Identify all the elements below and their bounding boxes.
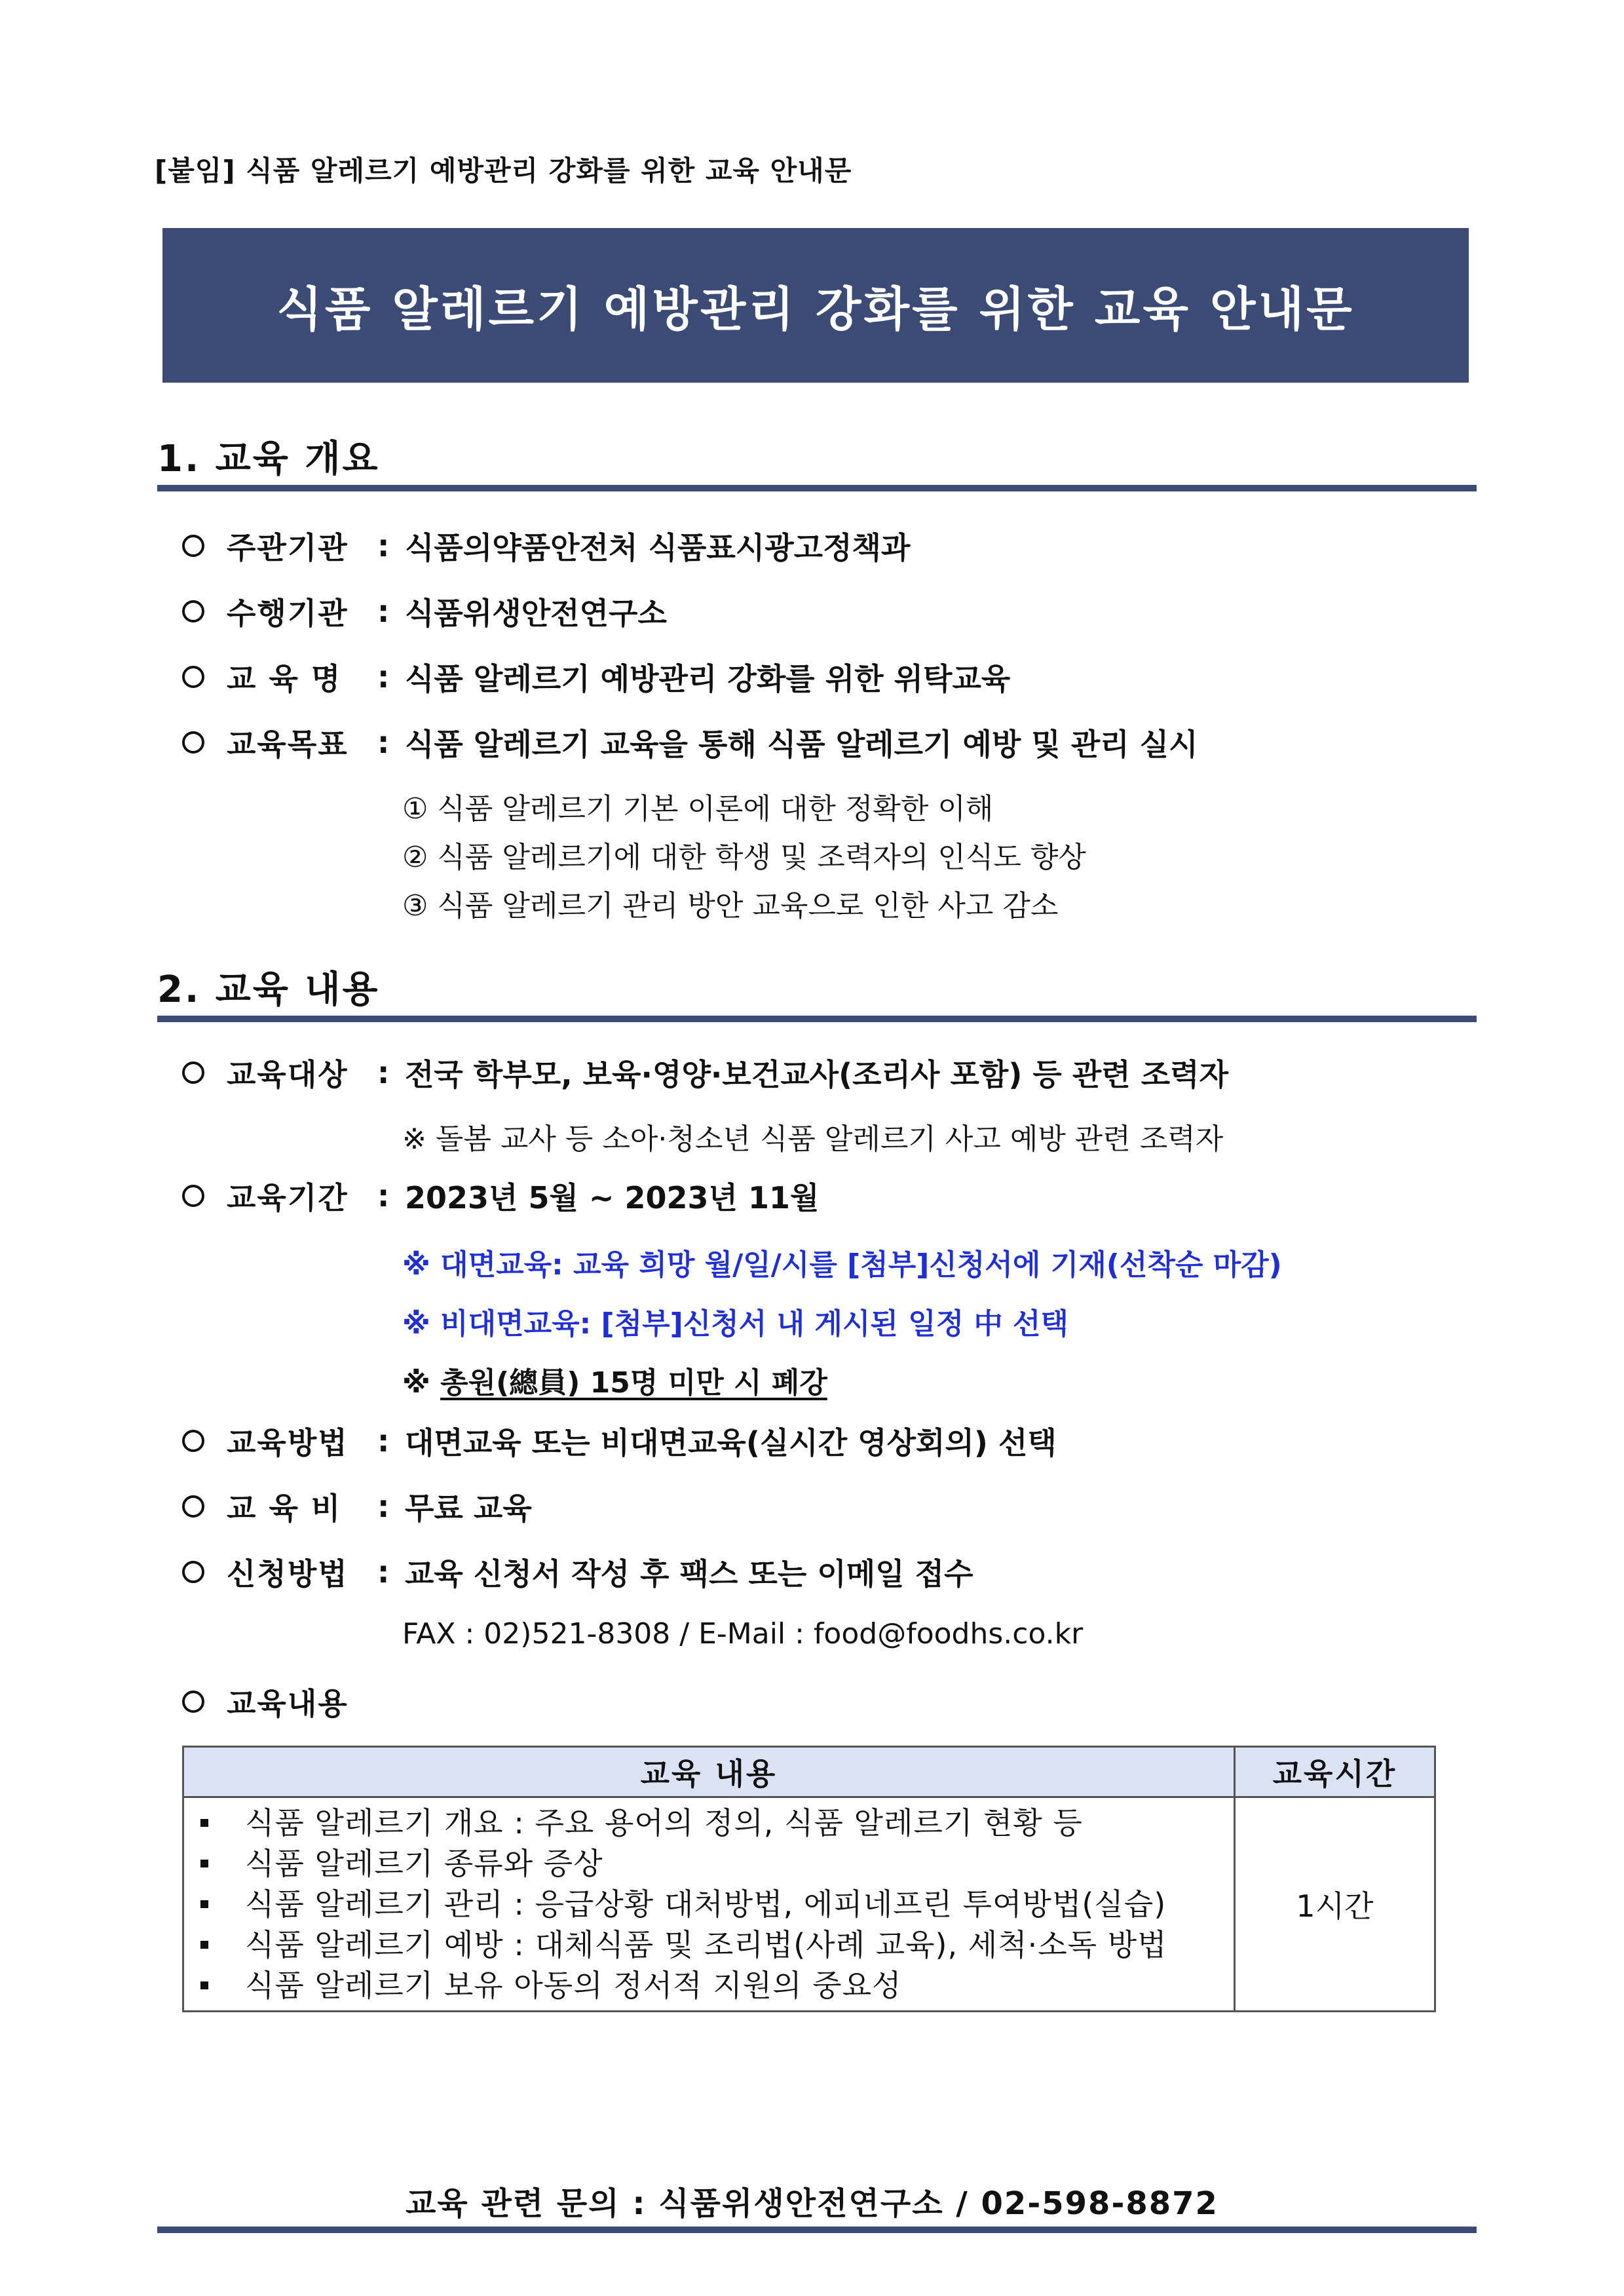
- exec-org-value: 식품위생안전연구소: [405, 596, 667, 631]
- table-header-time: 교육시간: [1235, 1747, 1435, 1797]
- footer-rule: [157, 2227, 1477, 2233]
- circle-bullet-icon: [182, 1691, 204, 1713]
- colon: :: [377, 1554, 390, 1590]
- circle-bullet-icon: [182, 535, 204, 557]
- goal-sub-3: ③ 식품 알레르기 관리 방안 교육으로 인한 사고 감소: [402, 889, 1059, 923]
- host-org-item: [182, 524, 910, 567]
- table-row: [183, 1797, 1435, 2012]
- circle-bullet-icon: [182, 666, 204, 688]
- contact-line: FAX : 02)521-8308 / E-Mail : food@foodhs.co.kr: [402, 1617, 1084, 1651]
- goal-item: [182, 721, 1198, 764]
- section1-heading: 1. 교육 개요: [157, 438, 380, 480]
- period-note-online: ※ 비대면교육: [첨부]신청서 내 게시된 일정 中 선택: [402, 1307, 1068, 1341]
- square-bullet-icon: [200, 1941, 208, 1949]
- list-item-text: 식품 알레르기 개요 : 주요 용어의 정의, 식품 알레르기 현황 등: [245, 1805, 1083, 1841]
- table-time-cell: 1시간: [1235, 1797, 1435, 2012]
- circle-bullet-icon: [182, 1185, 204, 1207]
- list-item-text: 식품 알레르기 관리 : 응급상황 대처방법, 에피네프린 투여방법(실습): [245, 1886, 1167, 1922]
- list-item-text: 식품 알레르기 종류와 증상: [245, 1846, 603, 1881]
- period-note-cancel-text: 총원(總員) 15명 미만 시 폐강: [440, 1366, 827, 1400]
- table-header-content: 교육 내용: [183, 1747, 1235, 1797]
- table-header-row: [183, 1747, 1435, 1797]
- list-item: [200, 1924, 1233, 1965]
- square-bullet-icon: [200, 1819, 208, 1827]
- contents-item: [182, 1680, 377, 1723]
- method-label: 교육방법: [227, 1425, 349, 1461]
- period-note-cancel-prefix: ※: [402, 1366, 441, 1400]
- colon: :: [377, 659, 390, 695]
- table-content-cell: [183, 1797, 1235, 2012]
- target-value: 전국 학부모, 보육·영양·보건교사(조리사 포함) 등 관련 조력자: [405, 1057, 1229, 1092]
- colon: :: [377, 725, 390, 760]
- fee-value: 무료 교육: [405, 1491, 532, 1526]
- list-item: [200, 1965, 1233, 2006]
- course-name-item: [182, 655, 1010, 698]
- colon: :: [377, 1178, 390, 1214]
- target-item: [182, 1051, 1228, 1094]
- attachment-title: [붙임] 식품 알레르기 예방관리 강화를 위한 교육 안내문: [155, 155, 852, 187]
- square-bullet-icon: [200, 1860, 208, 1867]
- circle-bullet-icon: [182, 1495, 204, 1518]
- period-value: 2023년 5월 ~ 2023년 11월: [405, 1180, 820, 1215]
- footer-contact: 교육 관련 문의 : 식품위생안전연구소 / 02-598-8872: [406, 2185, 1218, 2222]
- list-item: [200, 1884, 1233, 1924]
- colon: :: [377, 594, 390, 629]
- section1-rule: [157, 485, 1477, 491]
- square-bullet-icon: [200, 1981, 208, 1989]
- circle-bullet-icon: [182, 1062, 204, 1084]
- course-name-value: 식품 알레르기 예방관리 강화를 위한 위탁교육: [405, 661, 1011, 697]
- exec-org-item: [182, 590, 667, 633]
- circle-bullet-icon: [182, 1561, 204, 1583]
- list-item-text: 식품 알레르기 보유 아동의 정서적 지원의 중요성: [245, 1968, 902, 2003]
- method-item: [182, 1419, 1057, 1463]
- list-item: [200, 1803, 1233, 1843]
- content-list: [185, 1799, 1233, 2010]
- apply-label: 신청방법: [227, 1556, 349, 1592]
- fee-label: 교 육 비: [227, 1491, 342, 1526]
- colon: :: [377, 1489, 390, 1524]
- circle-bullet-icon: [182, 1430, 204, 1452]
- period-note-in-person: ※ 대면교육: 교육 희망 월/일/시를 [첨부]신청서에 기재(선착순 마감): [402, 1248, 1282, 1282]
- colon: :: [377, 528, 390, 564]
- circle-bullet-icon: [182, 731, 204, 754]
- method-value: 대면교육 또는 비대면교육(실시간 영상회의) 선택: [405, 1425, 1057, 1461]
- goal-label: 교육목표: [227, 727, 349, 762]
- colon: :: [377, 1055, 390, 1090]
- section2-heading: 2. 교육 내용: [157, 968, 380, 1011]
- host-org-value: 식품의약품안전처 식품표시광고정책과: [405, 530, 911, 565]
- circle-bullet-icon: [182, 600, 204, 622]
- banner-title: 식품 알레르기 예방관리 강화를 위한 교육 안내문: [162, 228, 1469, 383]
- square-bullet-icon: [200, 1900, 208, 1908]
- period-note-cancel: [402, 1359, 827, 1401]
- period-item: [182, 1174, 819, 1217]
- list-item-text: 식품 알레르기 예방 : 대체식품 및 조리법(사례 교육), 세척·소독 방법: [245, 1927, 1167, 1962]
- goal-value: 식품 알레르기 교육을 통해 식품 알레르기 예방 및 관리 실시: [405, 727, 1198, 762]
- goal-sub-1: ① 식품 알레르기 기본 이론에 대한 정확한 이해: [402, 792, 994, 826]
- colon: :: [377, 1423, 390, 1459]
- period-label: 교육기간: [227, 1180, 349, 1215]
- exec-org-label: 수행기관: [227, 596, 349, 631]
- course-name-label: 교 육 명: [227, 661, 342, 697]
- target-note: ※ 돌봄 교사 등 소아·청소년 식품 알레르기 사고 예방 관련 조력자: [402, 1122, 1224, 1156]
- goal-sub-2: ② 식품 알레르기에 대한 학생 및 조력자의 인식도 향상: [402, 841, 1086, 874]
- content-table: [182, 1746, 1436, 2012]
- list-item: [200, 1843, 1233, 1884]
- section2-rule: [157, 1016, 1477, 1022]
- contents-label: 교육내용: [227, 1686, 349, 1721]
- host-org-label: 주관기관: [227, 530, 349, 565]
- fee-item: [182, 1485, 532, 1528]
- target-label: 교육대상: [227, 1057, 349, 1092]
- apply-value: 교육 신청서 작성 후 팩스 또는 이메일 접수: [405, 1556, 973, 1592]
- apply-item: [182, 1550, 973, 1594]
